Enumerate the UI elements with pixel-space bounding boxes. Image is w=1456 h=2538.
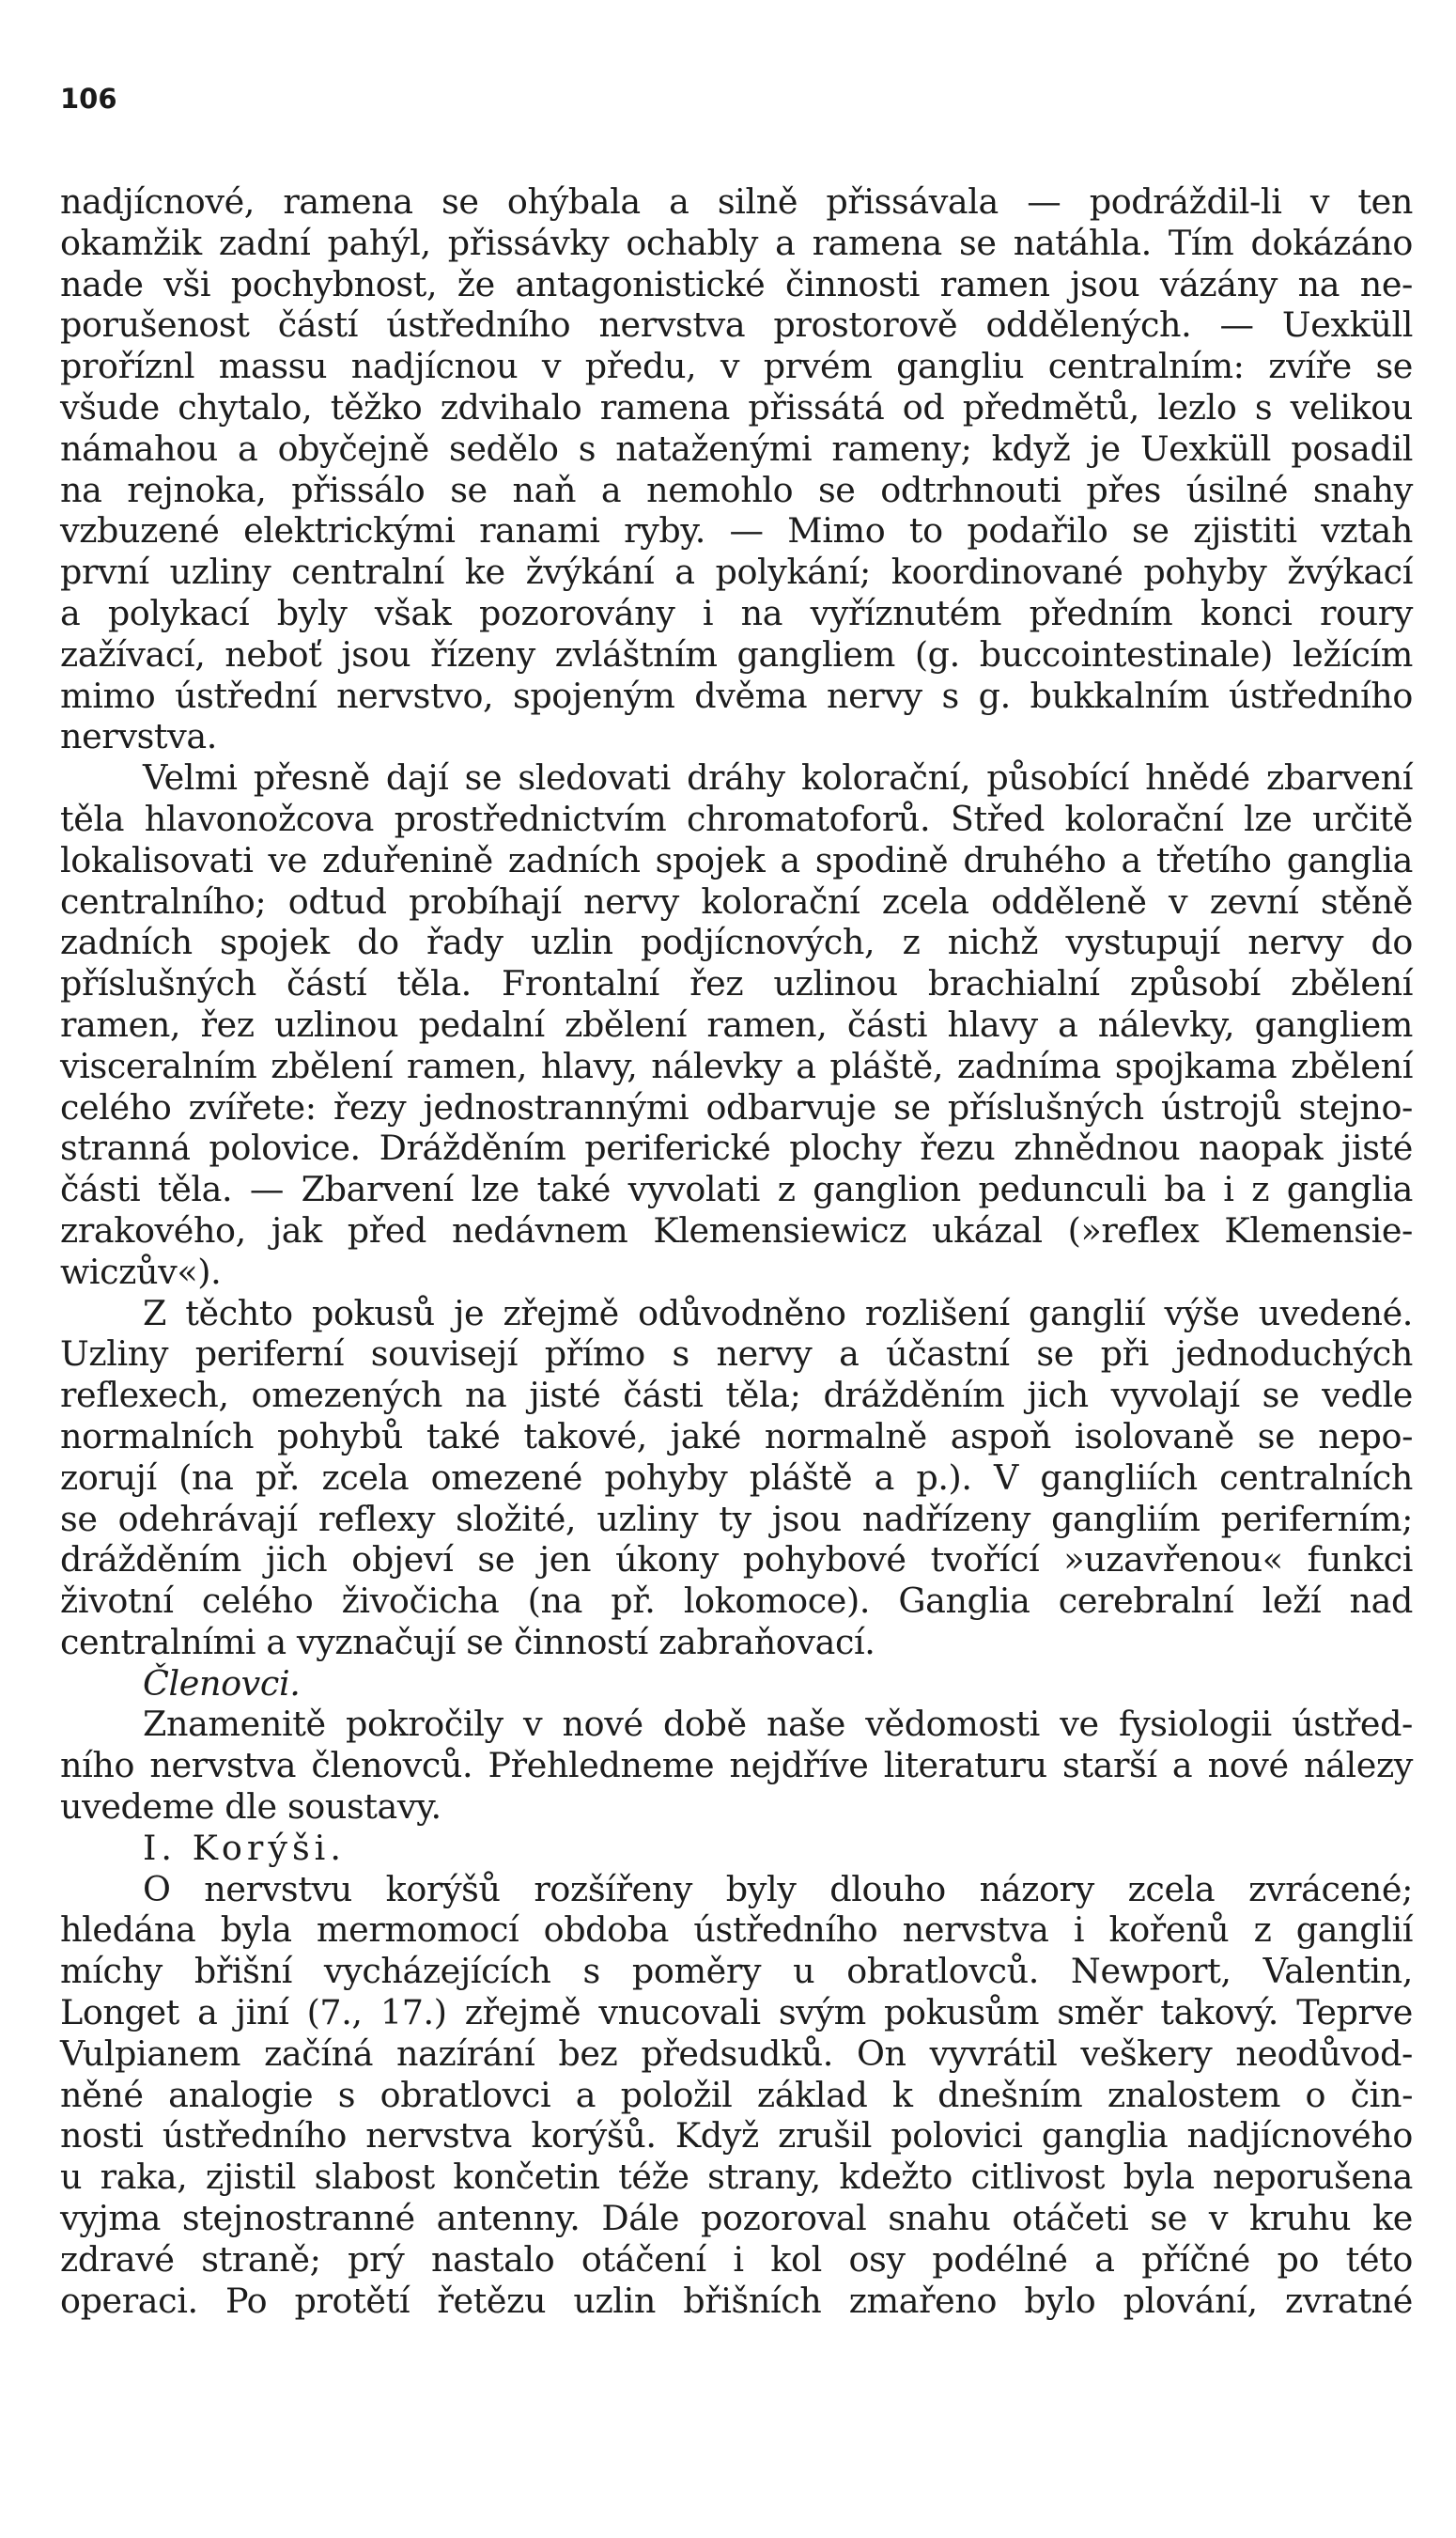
text-line: a polykací byly však pozorovány i na vyříznutém předním konci roury — [60, 592, 1413, 633]
text-line: vzbuzené elektrickými ranami ryby. — Mimo to podařilo se zjistiti vztah — [60, 510, 1413, 552]
text-line: celého zvířete: řezy jednostrannými odbarvuje se příslušných ústrojů stejno- — [60, 1086, 1413, 1128]
text-line: wiczův«). — [60, 1251, 222, 1292]
text-line: Z těchto pokusů je zřejmě odůvodněno rozlišení ganglií výše uvedené. — [143, 1292, 1413, 1333]
text-line: Longet a jiní (7., 17.) zřejmě vnucovali svým pokusům směr takový. Teprve — [60, 1992, 1413, 2033]
text-line: Vulpianem začíná nazírání bez předsudků. On vyvrátil veškery neodůvod- — [60, 2032, 1413, 2074]
text-line: životní celého živočicha (na př. lokomoce). Ganglia cerebralní leží nad — [60, 1580, 1413, 1622]
text-line: mimo ústřední nervstvo, spojeným dvěma nervy s g. bukkalním ústředního — [60, 675, 1413, 716]
page-number: 106 — [60, 83, 117, 115]
section-heading: Členovci. — [143, 1662, 301, 1704]
text-line: drážděním jich objeví se jen úkony pohybové tvořící »uzavřenou« funkci — [60, 1539, 1413, 1580]
text-line: části těla. — Zbarvení lze také vyvolati z ganglion pedunculi ba i z ganglia — [60, 1169, 1413, 1210]
text-line: stranná polovice. Drážděním periferické plochy řezu zhnědnou naopak jisté — [60, 1128, 1413, 1169]
text-line: hledána byla mermomocí obdoba ústředního nervstva i kořenů z ganglií — [60, 1909, 1413, 1951]
text-line: ramen, řez uzlinou pedalní zbělení ramen, části hlavy a nálevky, gangliem — [60, 1004, 1413, 1045]
text-line: nosti ústředního nervstva korýšů. Když zrušil polovici ganglia nadjícnového — [60, 2115, 1413, 2157]
text-line: porušenost částí ústředního nervstva prostorově oddělených. — Uexküll — [60, 304, 1413, 346]
text-line: něné analogie s obratlovci a položil základ k dnešním znalostem o čin- — [60, 2074, 1413, 2115]
text-line: míchy břišní vycházejících s poměry u obratlovců. Newport, Valentin, — [60, 1951, 1413, 1992]
text-line: těla hlavonožcova prostřednictvím chromatoforů. Střed kolorační lze určitě — [60, 798, 1413, 839]
text-line: zrakového, jak před nedávnem Klemensiewicz ukázal (»reflex Klemensie- — [60, 1209, 1413, 1251]
text-line: nade vši pochybnost, že antagonistické činnosti ramen jsou vázány na ne- — [60, 263, 1413, 304]
text-line: se odehrávají reflexy složité, uzliny ty jsou nadřízeny gangliím periferním; — [60, 1498, 1413, 1539]
text-line: nadjícnové, ramena se ohýbala a silně přissávala — podráždil-li v ten — [60, 181, 1413, 222]
text-line: okamžik zadní pahýl, přissávky ochably a ramena se natáhla. Tím dokázáno — [60, 222, 1413, 263]
text-line: operaci. Po protětí řetězu uzlin břišních zmařeno bylo plování, zvratné — [60, 2280, 1413, 2321]
text-line: vyjma stejnostranné antenny. Dále pozoroval snahu otáčeti se v kruhu ke — [60, 2198, 1413, 2239]
text-line: uvedeme dle soustavy. — [60, 1786, 441, 1828]
text-line: Znamenitě pokročily v nové době naše vědomosti ve fysiologii ústřed- — [143, 1704, 1413, 1745]
text-line: nervstva. — [60, 716, 217, 757]
text-line: centralními a vyznačují se činností zabraňovací. — [60, 1621, 875, 1662]
text-line: Uzliny periferní souvisejí přímo s nervy a účastní se při jednoduchých — [60, 1333, 1413, 1375]
text-line: zadních spojek do řady uzlin podjícnových, z nichž vystupují nervy do — [60, 922, 1413, 963]
text-line: první uzliny centralní ke žvýkání a polykání; koordinované pohyby žvýkací — [60, 552, 1413, 593]
text-line: normalních pohybů také takové, jaké normalně aspoň isolovaně se nepo- — [60, 1415, 1413, 1456]
text-line: proříznl massu nadjícnou v předu, v prvém gangliu centralním: zvíře se — [60, 346, 1413, 387]
text-line: námahou a obyčejně sedělo s nataženými rameny; když je Uexküll posadil — [60, 428, 1413, 469]
text-line: na rejnoka, přissálo se naň a nemohlo se odtrhnouti přes úsilné snahy — [60, 469, 1413, 510]
text-line: ního nervstva členovců. Přehledneme nejdříve literaturu starší a nové nálezy — [60, 1745, 1413, 1786]
section-heading: I. Korýši. — [143, 1827, 346, 1868]
text-line: visceralním zbělení ramen, hlavy, nálevky a pláště, zadníma spojkama zbělení — [60, 1045, 1413, 1086]
text-line: u raka, zjistil slabost končetin téže strany, kdežto citlivost byla neporušena — [60, 2157, 1413, 2198]
text-line: zdravé straně; prý nastalo otáčení i kol osy podélné a příčné po této — [60, 2238, 1413, 2280]
text-line: reflexech, omezených na jisté části těla; drážděním jich vyvolají se vedle — [60, 1375, 1413, 1416]
text-line: lokalisovati ve zduřenině zadních spojek a spodině druhého a třetího ganglia — [60, 839, 1413, 880]
text-line: příslušných částí těla. Frontalní řez uzlinou brachialní způsobí zbělení — [60, 963, 1413, 1004]
body-text — [60, 181, 1413, 2321]
text-line: O nervstvu korýšů rozšířeny byly dlouho názory zcela zvrácené; — [143, 1868, 1413, 1909]
text-line: zorují (na př. zcela omezené pohyby pláště a p.). V gangliích centralních — [60, 1456, 1413, 1498]
text-line: centralního; odtud probíhají nervy kolorační zcela odděleně v zevní stěně — [60, 880, 1413, 922]
text-line: zažívací, neboť jsou řízeny zvláštním gangliem (g. buccointestinale) ležícím — [60, 633, 1413, 675]
text-line: Velmi přesně dají se sledovati dráhy kolorační, působící hnědé zbarvení — [143, 757, 1413, 799]
text-line: všude chytalo, těžko zdvihalo ramena přissátá od předmětů, lezlo s velikou — [60, 386, 1413, 428]
